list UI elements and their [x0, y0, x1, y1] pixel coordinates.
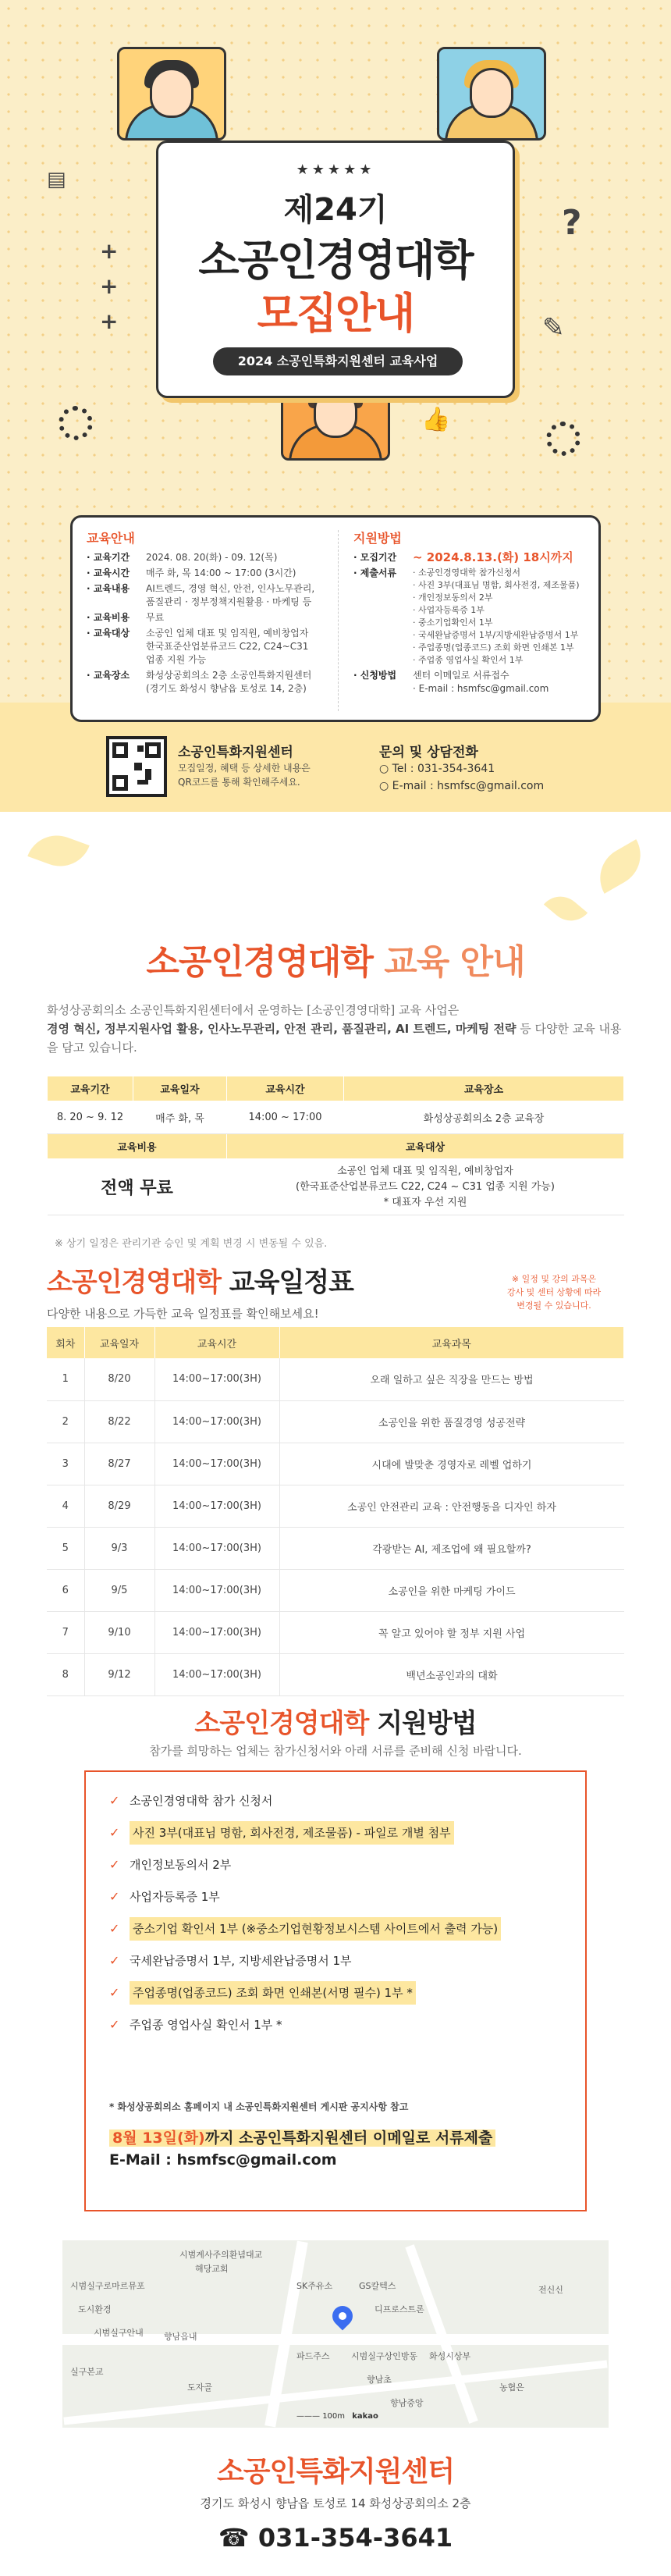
list-item: [109, 1885, 570, 1917]
table-cell: 9/10: [84, 1611, 154, 1653]
table-cell: 4: [47, 1485, 84, 1527]
apply-section-title: 소공인경영대학 지원방법: [194, 1708, 477, 1739]
list-item: [109, 2013, 570, 2045]
table-cell: 백년소공인과의 대화: [279, 1653, 624, 1695]
leaf-decoration-2: [589, 839, 652, 894]
thumbs-up-icon: 👍: [421, 406, 451, 433]
hero-title: 소공인경영대학: [198, 236, 473, 285]
chart-icon: ▤: [47, 168, 66, 191]
table-cell: 14:00~17:00(3H): [154, 1400, 279, 1443]
table-cell: 9/5: [84, 1569, 154, 1611]
edu-info-key: · 교육기간: [87, 551, 146, 564]
edu-info-value: 2024. 08. 20(화) - 09. 12(목): [146, 552, 278, 563]
plus-icon: +: [100, 238, 119, 264]
map-label: 시범실구상인방동: [351, 2351, 418, 2361]
list-item-label: 국세완납증명서 1부, 지방세완납증명서 1부: [130, 1954, 352, 1968]
check-icon: ✓: [109, 1825, 120, 1840]
map-scale: ——— 100m kakao: [296, 2412, 378, 2421]
edu-info-key: · 교육시간: [87, 567, 146, 580]
map-label: 실구본교: [70, 2367, 104, 2377]
table-cell: 8: [47, 1653, 84, 1695]
table-cell: 14:00~17:00(3H): [154, 1527, 279, 1569]
contact-tel[interactable]: ○ Tel : 031-354-3641: [379, 763, 495, 775]
wrench-icon: ✎: [542, 312, 565, 343]
list-item: [109, 1981, 570, 2013]
edu-info-value: 매주 화, 목 14:00 ~ 17:00 (3시간): [146, 568, 296, 578]
table-cell: 각광받는 AI, 제조업에 왜 필요할까?: [279, 1527, 624, 1569]
check-icon: ✓: [109, 1889, 120, 1904]
table-cell: 2: [47, 1400, 84, 1443]
leaf-decoration-3: [544, 888, 588, 930]
edu-note: ※ 상기 일정은 관리기관 승인 및 계획 변경 시 변동될 수 있음.: [55, 1238, 328, 1250]
table-cell: 소공인을 위한 품질경영 성공전략: [279, 1400, 624, 1443]
table-cell: 8/20: [84, 1358, 154, 1400]
table-cell: 14:00~17:00(3H): [154, 1653, 279, 1695]
divider: [338, 530, 339, 711]
table-row: [47, 1400, 624, 1443]
schedule-subtitle: 다양한 내용으로 가득한 교육 일정표를 확인해보세요!: [47, 1307, 319, 1321]
table-row: [47, 1653, 624, 1695]
map-label: SK주유소: [296, 2281, 333, 2291]
table-row: [47, 1443, 624, 1485]
map-label: 농협은: [499, 2382, 524, 2393]
list-item: [109, 1821, 570, 1853]
docs-row: · 제출서류 · 소공인경영대학 참가신청서 · 사진 3부(대표님 명함, 회사전경, 제조물품) · 개인정보동의서 2부 · 사업자등록증 1부 · 중소기업확인서 1부 · 국세완납증명서 1부/지방세완납증명서 1부 · 주업종명(업종코드) 조회 화면 인쇄본 1부 · 주업종 영업사실 확인서 1부: [353, 567, 595, 667]
edu-info-value: 화성상공회의소 2층 소공인특화지원센터 (경기도 화성시 향남읍 토성로 14, 2층): [146, 670, 312, 694]
list-item: [109, 1949, 570, 1981]
map-label: 해당교회: [195, 2264, 229, 2274]
table-cell: 6: [47, 1569, 84, 1611]
program-pill: 2024 소공인특화지원센터 교육사업: [213, 347, 463, 375]
list-item-label: 사진 3부(대표님 명함, 회사전경, 제조물품) - 파일로 개별 첨부: [130, 1821, 454, 1845]
hero-banner: [0, 0, 671, 812]
list-item: [109, 1789, 570, 1821]
list-item-label: 개인정보동의서 2부: [130, 1858, 232, 1872]
map-label: 시범계사주의환념대교: [179, 2250, 263, 2260]
center-phone[interactable]: ☎ 031-354-3641: [218, 2523, 453, 2553]
gear-icon: [59, 406, 93, 440]
edu-info-row: [87, 627, 328, 667]
edu-info-col: [87, 528, 328, 698]
table-cell: 14:00~17:00(3H): [154, 1485, 279, 1527]
table-cell: 소공인 안전관리 교육 : 안전행동을 디자인 하자: [279, 1485, 624, 1527]
fee-value: 전액 무료: [48, 1159, 227, 1215]
edu-info-key: · 교육내용: [87, 582, 146, 609]
table-cell: 14:00~17:00(3H): [154, 1611, 279, 1653]
table-cell: 3: [47, 1443, 84, 1485]
leaf-decoration: [27, 827, 89, 875]
edu-info-row: [87, 582, 328, 609]
edu-info-key: · 교육장소: [87, 669, 146, 696]
edu-info-value: AI트렌드, 경영 혁신, 안전, 인사노무관리, 품질관리 · 정부정책지원활용 · 마케팅 등: [146, 583, 315, 607]
generation-label: 제24기: [283, 192, 388, 228]
check-icon: ✓: [109, 1793, 120, 1808]
apply-subtitle: 참가를 희망하는 업체는 참가신청서와 아래 서류를 준비해 신청 바랍니다.: [149, 1744, 522, 1758]
title-board: [156, 141, 515, 398]
qr-description: 모집일정, 혜택 등 상세한 내용은 QR코드를 통해 확인해주세요.: [178, 763, 311, 788]
method-row: · 신청방법 센터 이메일로 서류접수 · E-mail : hsmfsc@gmail.com: [353, 669, 595, 696]
list-item-label: 사업자등록증 1부: [130, 1890, 220, 1904]
edu-info-row: [87, 669, 328, 696]
table-cell: 시대에 발맞춘 경영자로 레벨 업하기: [279, 1443, 624, 1485]
edu-section-title: 소공인경영대학 교육 안내: [146, 942, 525, 982]
table-cell: 오래 일하고 싶은 직장을 만드는 방법: [279, 1358, 624, 1400]
gear-icon-2: [546, 422, 580, 456]
map-label: 향남읍내: [164, 2332, 197, 2342]
contact-email[interactable]: ○ E-mail : hsmfsc@gmail.com: [379, 780, 545, 792]
edu-info-heading: 교육안내: [87, 531, 135, 546]
edu-info-value: 소공인 업체 대표 및 임직원, 예비창업자 한국표준산업분류코드 C22, C24~C31 업종 지원 가능: [146, 628, 309, 665]
apply-info-col: [353, 528, 595, 698]
summary-card: [70, 515, 601, 722]
edu-info-row: [87, 567, 328, 580]
apply-footnote: * 화성상공회의소 홈페이지 내 소공인특화지원센터 게시판 공지사항 참고: [109, 2101, 409, 2112]
question-mark-icon: ?: [562, 203, 582, 243]
edu-info-key: · 교육대상: [87, 627, 146, 667]
map-label: 디프로스트론: [375, 2304, 424, 2314]
apply-email[interactable]: E-Mail : hsmfsc@gmail.com: [109, 2151, 337, 2169]
table-cell: 8/22: [84, 1400, 154, 1443]
target-value: 소공인 업체 대표 및 임직원, 예비창업자 (한국표준산업분류코드 C22, C24 ~ C31 업종 지원 가능) * 대표자 우선 지원: [227, 1159, 624, 1215]
check-icon: ✓: [109, 2017, 120, 2032]
map-label: 향남중앙: [390, 2398, 424, 2408]
table-cell: 14:00~17:00(3H): [154, 1358, 279, 1400]
schedule-note: ※ 일정 및 강의 과목은 강사 및 센터 상황에 따라 변경될 수 있습니다.: [506, 1274, 602, 1311]
map-label: 화성시상부: [429, 2351, 471, 2361]
table-cell: 14:00~17:00(3H): [154, 1443, 279, 1485]
map-label: 도자골: [187, 2382, 212, 2393]
map-label: 전신신: [538, 2285, 563, 2295]
map-label: 시범실구로마르뮤포: [70, 2281, 145, 2291]
schedule-title: 소공인경영대학 교육일정표: [47, 1267, 353, 1298]
table-cell: 9/12: [84, 1653, 154, 1695]
table-row: [47, 1527, 624, 1569]
hero-subtitle: 모집안내: [257, 289, 414, 338]
man-avatar-icon: [117, 47, 226, 141]
list-item-label: 소공인경영대학 참가 신청서: [130, 1794, 273, 1808]
qr-code[interactable]: [106, 736, 167, 797]
location-pin-icon[interactable]: [328, 2302, 357, 2331]
documents-list: [109, 1789, 570, 2045]
location-map[interactable]: [62, 2240, 609, 2428]
apply-info-heading: 지원방법: [353, 531, 402, 546]
edu-info-value: 무료: [146, 612, 165, 623]
map-label: GS칼텍스: [359, 2281, 396, 2291]
list-item: [109, 1917, 570, 1949]
apply-deadline: 8월 13일(화)까지 소공인특화지원센터 이메일로 서류제출: [109, 2126, 495, 2147]
table-cell: 소공인을 위한 마케팅 가이드: [279, 1569, 624, 1611]
period-row: · 모집기간 ~ 2024.8.13.(화) 18시까지: [353, 551, 595, 564]
rating-stars: ★★★★★: [296, 162, 375, 178]
edu-info-table: 교육기간 교육일자 교육시간 교육장소 8. 20 ~ 9. 12 매주 화, 목 14:00 ~ 17:00 화성상공회의소 2층 교육장 교육비용 교육대상 전액 무료 소공인 업체 대표 및 임직원, 예비창업자 (한국표준산업분류코드 C22, C24 ~ C31 업종 지원 가능) * 대표자 우선 지원: [47, 1076, 624, 1215]
center-name: 소공인특화지원센터: [217, 2456, 454, 2488]
list-item-label: 중소기업 확인서 1부 (※중소기업현황정보시스템 사이트에서 출력 가능): [130, 1917, 501, 1941]
table-cell: 14:00~17:00(3H): [154, 1569, 279, 1611]
check-icon: ✓: [109, 1857, 120, 1872]
table-cell: 1: [47, 1358, 84, 1400]
list-item-label: 주업종 영업사실 확인서 1부 *: [130, 2018, 282, 2032]
schedule-table: 회차 교육일자 교육시간 교육과목 1 8/20 14:00~17:00(3H) 오래 일하고 싶은 직장을 만드는 방법 2 8/22 14:00~17:00(3H) 소공인을 위한 품질경영 성공전략 3 8/27 14:00~17:00(3H) 시대에 발맞춘 경영자로 레벨 업하기 4 8/29 14:00~17:00(3H) 소공인 안전관리 교육 : 안전행동을 디자인 하자 5 9/3 14:00~17:00(3H) 각광받는 AI, 제조업에 왜 필요할까? 6 9/5 14:00~17:00(3H) 소공인을 위한 마케팅 가이드 7 9/10 14:00~17:00(3H) 꼭 알고 있어야 할 정부 지원 사업 8 9/12 14:00~17:00(3H) 백년소공인과의 대화: [47, 1327, 624, 1696]
man-avatar-icon-2: [437, 47, 546, 141]
edu-intro: 화성상공회의소 소공인특화지원센터에서 운영하는 [소공인경영대학] 교육 사업은 경영 혁신, 정부지원사업 활용, 인사노무관리, 안전 관리, 품질관리, AI 트렌드, 마케팅 전략 등 다양한 교육 내용을 담고 있습니다.: [47, 1003, 622, 1055]
map-label: 향남초: [367, 2375, 392, 2385]
table-cell: 5: [47, 1527, 84, 1569]
contact-title: 문의 및 상담전화: [379, 745, 478, 760]
apply-documents-box: [84, 1770, 587, 2211]
table-cell: 꼭 알고 있어야 할 정부 지원 사업: [279, 1611, 624, 1653]
check-icon: ✓: [109, 1985, 120, 2000]
map-road: [62, 2334, 609, 2345]
plus-icon-3: +: [100, 308, 119, 334]
table-cell: 7: [47, 1611, 84, 1653]
qr-title: 소공인특화지원센터: [178, 745, 293, 760]
table-cell: 8/27: [84, 1443, 154, 1485]
edu-info-key: · 교육비용: [87, 611, 146, 624]
table-cell: 8/29: [84, 1485, 154, 1527]
table-row: [47, 1485, 624, 1527]
center-address: 경기도 화성시 향남읍 토성로 14 화성상공회의소 2층: [200, 2496, 471, 2510]
qr-contact-bar: [106, 730, 566, 803]
table-cell: 9/3: [84, 1527, 154, 1569]
table-row: [47, 1358, 624, 1400]
edu-info-row: [87, 611, 328, 624]
table-row: [47, 1569, 624, 1611]
check-icon: ✓: [109, 1921, 120, 1936]
table-row: [47, 1611, 624, 1653]
map-label: 시범실구안내: [94, 2328, 144, 2338]
map-label: 파드주스: [296, 2351, 330, 2361]
check-icon: ✓: [109, 1953, 120, 1968]
list-item: [109, 1853, 570, 1885]
edu-info-row: [87, 551, 328, 564]
plus-icon-2: +: [100, 273, 119, 299]
map-label: 도시환경: [78, 2304, 112, 2314]
list-item-label: 주업종명(업종코드) 조회 화면 인쇄본(서명 필수) 1부 *: [130, 1981, 416, 2005]
